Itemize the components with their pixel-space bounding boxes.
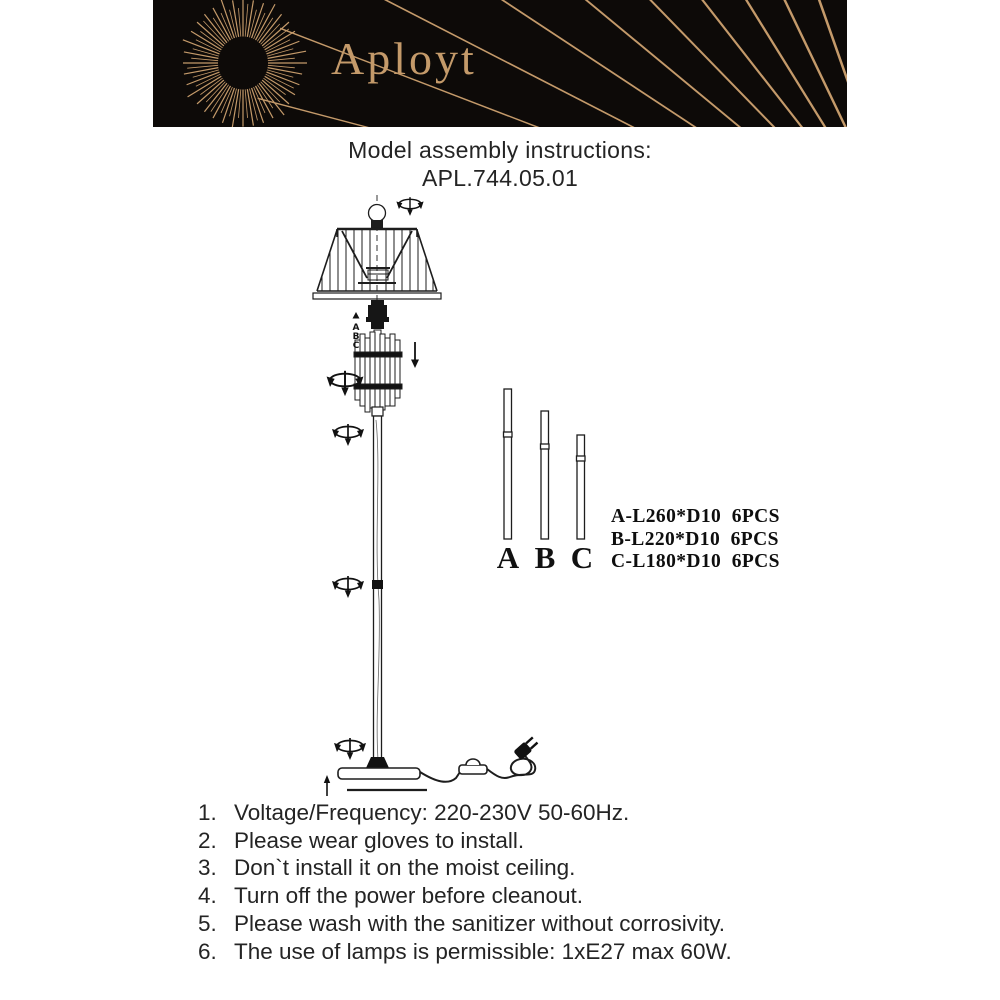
- rod-label-b: B: [534, 540, 556, 575]
- down-arrow-icon: [411, 342, 419, 368]
- instruction-number: 5.: [198, 910, 217, 936]
- rod-label-c: C: [570, 540, 594, 575]
- rod-c: [577, 435, 586, 539]
- crystal-rod-cluster: [354, 330, 402, 414]
- spec-rod-a: A-L260*D10 6PCS: [611, 506, 780, 527]
- rotate-arrow-base-icon: [334, 738, 366, 760]
- instruction-item-5: [198, 910, 898, 938]
- rotate-arrow-lower-pole-icon: [332, 576, 364, 598]
- rod-b: [541, 411, 550, 539]
- instruction-number: 3.: [198, 855, 217, 881]
- instruction-text: Please wash with the sanitizer without corrosivity.: [234, 910, 726, 936]
- rod-label-a: A: [496, 540, 520, 575]
- up-arrow-base-icon: [324, 775, 330, 796]
- instruction-number: 1.: [198, 800, 217, 825]
- model-number: APL.744.05.01: [421, 165, 579, 191]
- lamp-socket: [366, 300, 389, 329]
- cluster-label-c: C: [352, 341, 360, 351]
- title-line: Model assembly instructions:: [348, 137, 652, 163]
- brand-logotype: Aployt: [331, 33, 477, 84]
- instruction-item-6: [198, 938, 898, 966]
- instruction-number: 2.: [198, 827, 217, 853]
- instruction-item-2: [198, 827, 898, 855]
- lamp-base: [324, 757, 427, 796]
- instruction-number: 6.: [198, 938, 217, 964]
- spec-rod-b: B-L220*D10 6PCS: [611, 529, 779, 550]
- instruction-list: [198, 799, 898, 965]
- spec-rod-c: C-L180*D10 6PCS: [611, 551, 780, 572]
- rotate-arrow-upper-pole-icon: [332, 424, 364, 446]
- instruction-text: Please wear gloves to install.: [234, 827, 525, 853]
- instruction-text: Turn off the power before cleanout.: [234, 883, 583, 909]
- instruction-text: Don`t install it on the moist ceiling.: [234, 855, 576, 881]
- instruction-number: 4.: [198, 883, 217, 909]
- rod-a: [504, 389, 513, 539]
- power-cord: [420, 736, 539, 782]
- cluster-part-markers: [353, 312, 360, 351]
- instruction-item-4: [198, 882, 898, 910]
- cluster-label-b: B: [352, 332, 360, 342]
- foot-switch: [459, 759, 487, 774]
- instruction-text: Voltage/Frequency: 220-230V 50-60Hz.: [234, 800, 630, 825]
- light-bulb: [369, 205, 386, 230]
- lamp-pole: [372, 407, 383, 762]
- instruction-text: The use of lamps is permissible: 1xE27 max 60W.: [234, 938, 732, 964]
- up-arrow-icon: [353, 312, 360, 319]
- spare-rods: [504, 389, 586, 539]
- instruction-item-3: [198, 854, 898, 882]
- rotate-arrow-bulb-icon: [396, 197, 423, 216]
- pole-connector: [372, 580, 383, 589]
- instruction-item-1: [198, 799, 898, 827]
- cluster-label-a: A: [352, 323, 360, 333]
